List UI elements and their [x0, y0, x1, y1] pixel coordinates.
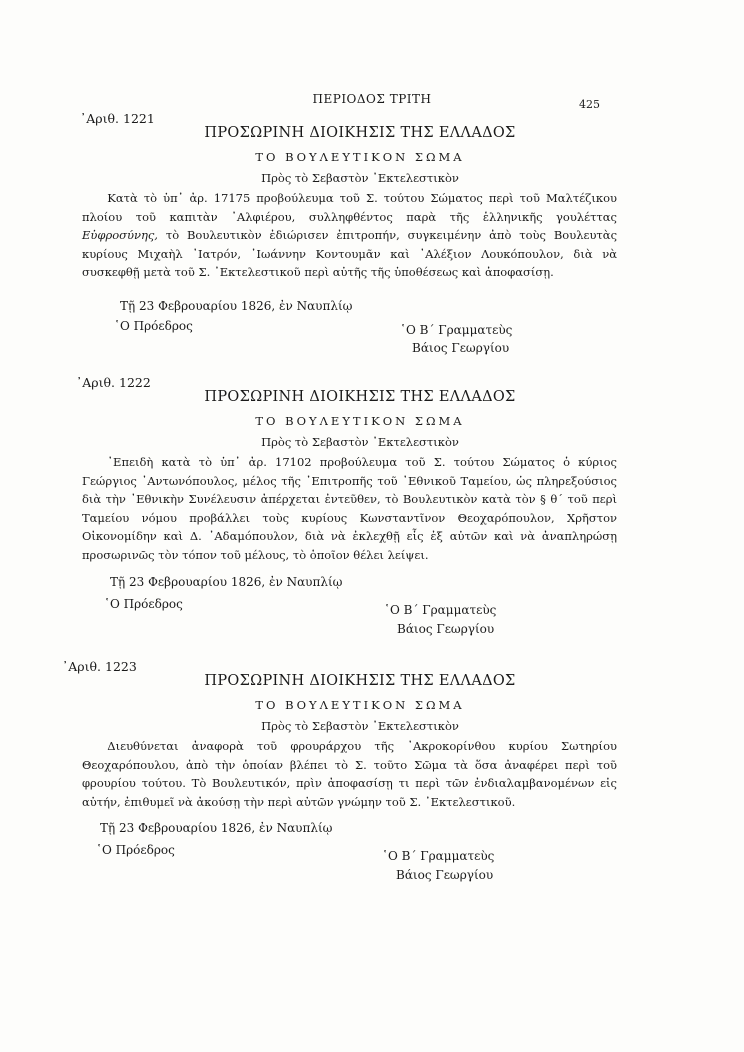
- president-signature: ῾Ο Πρόεδρος: [104, 597, 183, 611]
- issuing-body: ΤΟ ΒΟΥΛΕΥΤΙΚΟΝ ΣΩΜΑ: [255, 414, 465, 428]
- date-line: Τῇ 23 Φεβρουαρίου 1826, ἐν Ναυπλίῳ: [120, 299, 353, 313]
- document-text: ᾽Επειδὴ κατὰ τὸ ὑπ᾽ ἀρ. 17102 προβούλευμα τοῦ Σ. τούτου Σώματος ὁ κύριος Γεώργιος ᾽Αντωνόπουλος, μέλος τῆς ᾽Επιτροπῆς τοῦ ᾽Εθνικοῦ Ταμείου, ὡς πληρεξούσιος διὰ τὴν ᾽Εθνικὴν Συνέλευσιν ἀπέρχεται ἐντεῦθεν, τὸ Βουλευτικὸν κατὰ τὸν § θ΄ τοῦ περὶ Ταμείου νόμου προβάλλει τοὺς κυρίους Κωνσταντῖνον Θεοχαρόπουλον, Χρῆστον Οἰκονομίδην καὶ Δ. ᾽Αδαμόπουλον, διὰ νὰ ἐκλεχθῇ εἷς ἐξ αὐτῶν καὶ νὰ ἀναπληρώσῃ προσωρινῶς τὸν τόπον τοῦ μέλους, τὸ ὁποῖον θέλει λείψει.: [82, 455, 617, 562]
- government-heading: ΠΡΟΣΩΡΙΝΗ ΔΙΟΙΚΗΣΙΣ ΤΗΣ ΕΛΛΑΔΟΣ: [204, 125, 516, 141]
- secretary-name: Βάιος Γεωργίου: [412, 341, 510, 355]
- president-signature: ῾Ο Πρόεδρος: [96, 843, 175, 857]
- document-number: ᾽Αριθ. 1222: [76, 375, 151, 390]
- ship-name: Εὐφροσύνης,: [82, 228, 158, 242]
- president-signature: ῾Ο Πρόεδρος: [114, 319, 193, 333]
- document-text: [82, 189, 617, 282]
- document-number: ᾽Αριθ. 1221: [80, 111, 155, 126]
- date-line: Τῇ 23 Φεβρουαρίου 1826, ἐν Ναυπλίῳ: [110, 575, 343, 589]
- secretary-signature: ῾Ο Β΄ Γραμματεὺς: [382, 849, 495, 863]
- secretary-signature: ῾Ο Β΄ Γραμματεὺς: [384, 603, 497, 617]
- addressee: Πρὸς τὸ Σεβαστὸν ᾽Εκτελεστικὸν: [261, 719, 459, 733]
- government-heading: ΠΡΟΣΩΡΙΝΗ ΔΙΟΙΚΗΣΙΣ ΤΗΣ ΕΛΛΑΔΟΣ: [204, 673, 516, 689]
- addressee: Πρὸς τὸ Σεβαστὸν ᾽Εκτελεστικὸν: [261, 171, 459, 185]
- text-part: τὸ Βουλευτικὸν ἐδιώρισεν ἐπιτροπήν, συγκειμένην ἀπὸ τοὺς Βουλευτὰς κυρίους Μιχαὴλ ᾽Ιατρόν, ᾽Ιωάννην Κοντουμᾶν καὶ ᾽Αλέξιον Λουκόπουλον, διὰ νὰ συσκεφθῇ μετὰ τοῦ Σ. ᾽Εκτελεστικοῦ περὶ αὐτῆς τῆς ὑποθέσεως καὶ ἀποφασίσῃ.: [82, 228, 618, 279]
- document-text: Διευθύνεται ἀναφορὰ τοῦ φρουράρχου τῆς ᾽Ακροκορίνθου κυρίου Σωτηρίου Θεοχαρόπουλου, ἀπὸ τὴν ὁποίαν βλέπει τὸ Σ. τοῦτο Σῶμα τὰ ὅσα ἀναφέρει περὶ τοῦ φρουρίου τούτου. Τὸ Βουλευτικόν, πρὶν ἀποφασίσῃ τι περὶ τῶν ἐνδιαλαμβανομένων εἰς αὐτήν, ἐπιθυμεῖ νὰ ἀκούσῃ τὴν περὶ αὐτῶν γνώμην τοῦ Σ. ᾽Εκτελεστικοῦ.: [82, 739, 617, 809]
- secretary-name: Βάιος Γεωργίου: [397, 622, 495, 636]
- running-head: ΠΕΡΙΟΔΟΣ ΤΡΙΤΗ: [312, 92, 432, 106]
- document-1222: [70, 375, 650, 645]
- document-number: ᾽Αριθ. 1223: [62, 659, 137, 674]
- date-line: Τῇ 23 Φεβρουαρίου 1826, ἐν Ναυπλίῳ: [100, 821, 333, 835]
- secretary-signature: ῾Ο Β΄ Γραμματεὺς: [400, 323, 513, 337]
- government-heading: ΠΡΟΣΩΡΙΝΗ ΔΙΟΙΚΗΣΙΣ ΤΗΣ ΕΛΛΑΔΟΣ: [204, 389, 516, 405]
- document-1223: [62, 659, 650, 889]
- document-1221: [70, 111, 650, 361]
- text-part: Κατὰ τὸ ὑπ᾽ ἀρ. 17175 προβούλευμα τοῦ Σ. τούτου Σώματος περὶ τοῦ Μαλτέζικου πλοίου τοῦ καπιτὰν ᾽Αλφιέρου, συλληφθέντος παρὰ τῆς ἑλληνικῆς γουλέττας: [82, 191, 617, 224]
- issuing-body: ΤΟ ΒΟΥΛΕΥΤΙΚΟΝ ΣΩΜΑ: [255, 698, 465, 712]
- issuing-body: ΤΟ ΒΟΥΛΕΥΤΙΚΟΝ ΣΩΜΑ: [255, 150, 465, 164]
- secretary-name: Βάιος Γεωργίου: [396, 868, 494, 882]
- addressee: Πρὸς τὸ Σεβαστὸν ᾽Εκτελεστικὸν: [261, 435, 459, 449]
- page-number: 425: [579, 98, 600, 111]
